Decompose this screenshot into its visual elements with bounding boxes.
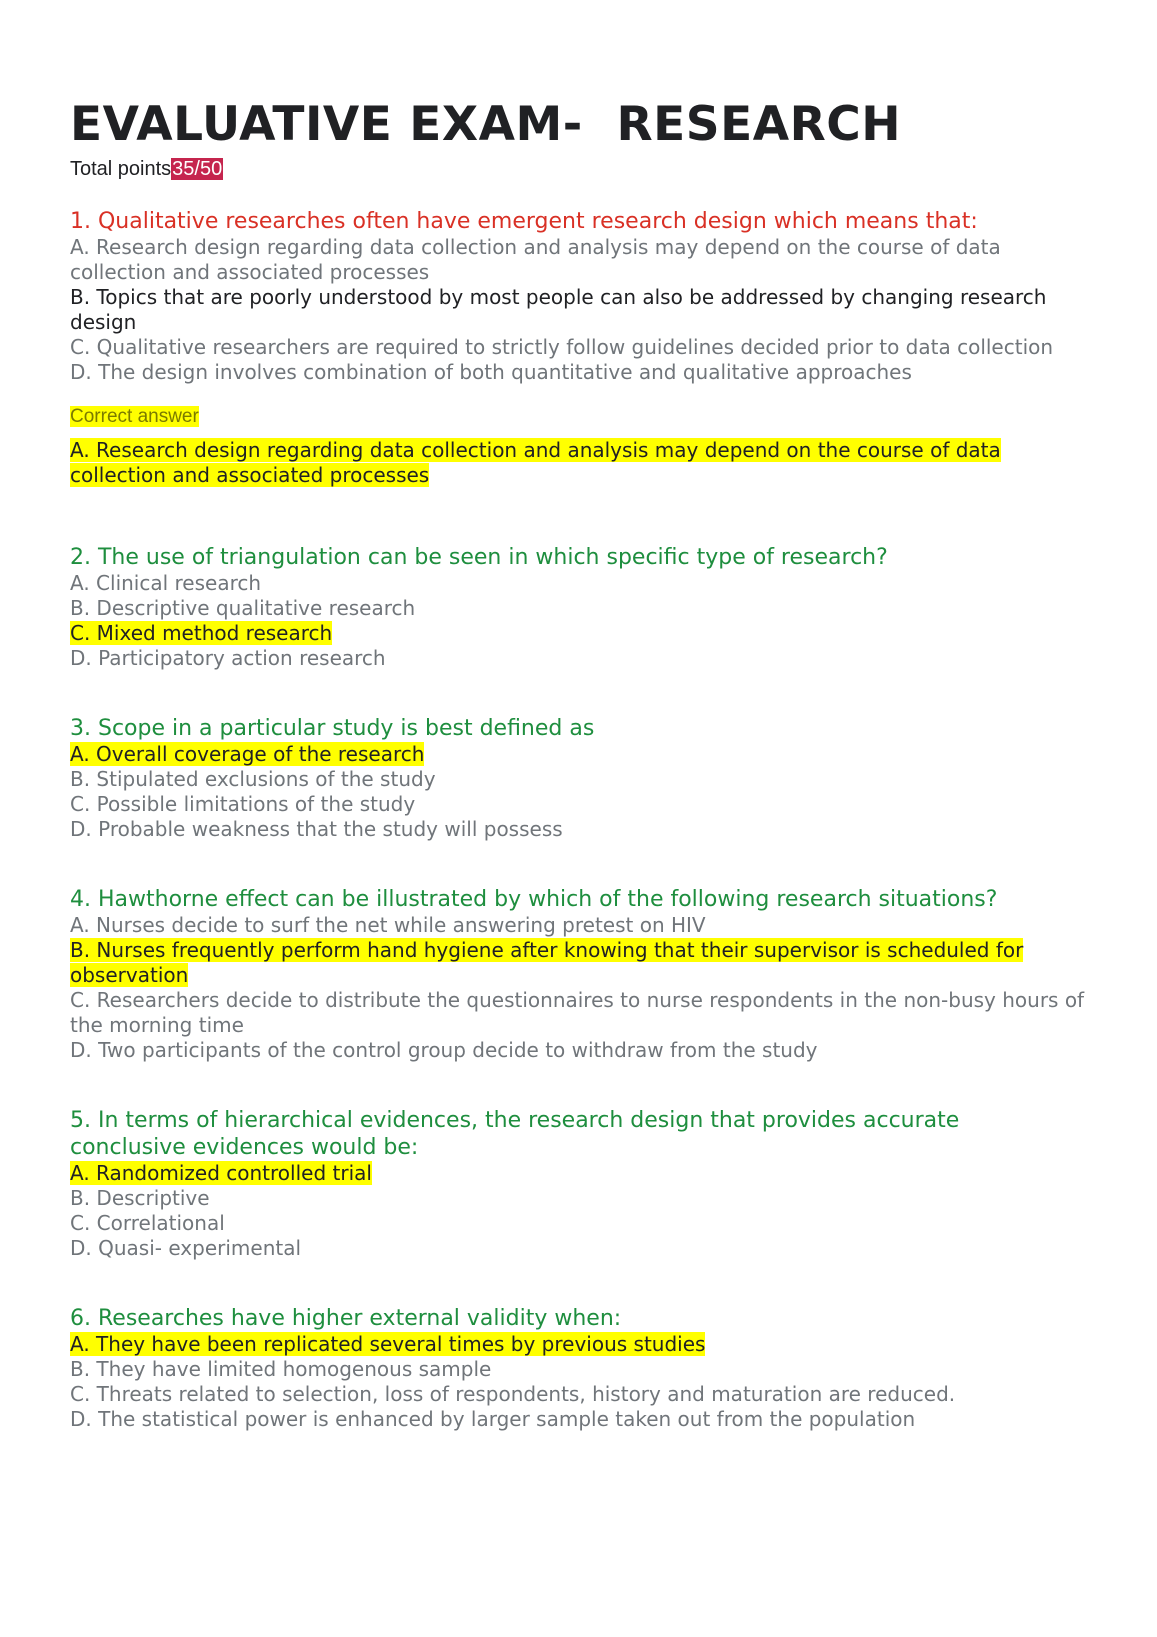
question-1-option-b: B. Topics that are poorly understood by most people can also be addressed by changing research design [70, 285, 1047, 334]
question-2-option-a: A. Clinical research [70, 571, 262, 595]
question-2-option-c-text: C. Mixed method research [70, 621, 333, 645]
question-6-text: 6. Researches have higher external validity when: [70, 1306, 622, 1331]
question-3-option-b: B. Stipulated exclusions of the study [70, 767, 436, 791]
question-3-option-c: C. Possible limitations of the study [70, 792, 416, 816]
question-5 [70, 1107, 1090, 1261]
question-2-option-d: D. Participatory action research [70, 646, 386, 670]
question-4-text: 4. Hawthorne effect can be illustrated by which of the following research situations? [70, 887, 998, 912]
exam-page [70, 96, 1090, 1432]
correct-answer-label-text: Correct answer [70, 406, 199, 427]
question-4 [70, 886, 1090, 1063]
question-6-option-d: D. The statistical power is enhanced by larger sample taken out from the population [70, 1407, 916, 1431]
question-1 [70, 208, 1090, 488]
score-badge: 35/50 [172, 158, 223, 180]
question-4-option-a: A. Nurses decide to surf the net while answering pretest on HIV [70, 913, 706, 937]
question-5-text: 5. In terms of hierarchical evidences, the research design that provides accurate conclusive evidences would be: [70, 1108, 960, 1160]
question-6-option-a [70, 1332, 1090, 1357]
question-6-option-b: B. They have limited homogenous sample [70, 1357, 492, 1381]
question-5-option-d: D. Quasi- experimental [70, 1236, 302, 1260]
page-title: EVALUATIVE EXAM- RESEARCH [70, 97, 902, 152]
question-4-option-b [70, 938, 1090, 988]
question-5-option-a-text: A. Randomized controlled trial [70, 1161, 372, 1185]
correct-answer [70, 438, 1090, 488]
question-4-option-c: C. Researchers decide to distribute the questionnaires to nurse respondents in the non-busy hours of the morning time [70, 988, 1085, 1037]
question-3-option-a-text: A. Overall coverage of the research [70, 742, 425, 766]
question-6-option-a-text: A. They have been replicated several times by previous studies [70, 1332, 706, 1356]
question-1-text: 1. Qualitative researches often have emergent research design which means that: [70, 209, 978, 234]
total-points-label: Total points [70, 158, 172, 180]
question-2-text: 2. The use of triangulation can be seen in which specific type of research? [70, 545, 888, 570]
question-2 [70, 544, 1090, 671]
question-1-option-a: A. Research design regarding data collection and analysis may depend on the course of data collection and associated processes [70, 235, 1001, 284]
total-points [70, 157, 1090, 181]
question-5-option-b: B. Descriptive [70, 1186, 210, 1210]
question-2-option-b: B. Descriptive qualitative research [70, 596, 416, 620]
question-5-option-c: C. Correlational [70, 1211, 225, 1235]
question-5-option-a [70, 1161, 1090, 1186]
question-3-option-d: D. Probable weakness that the study will possess [70, 817, 563, 841]
question-1-option-d: D. The design involves combination of both quantitative and qualitative approaches [70, 360, 912, 384]
correct-answer-text: A. Research design regarding data collection and analysis may depend on the course of data collection and associated processes [70, 438, 1001, 487]
question-4-option-d: D. Two participants of the control group decide to withdraw from the study [70, 1038, 818, 1062]
question-1-option-c: C. Qualitative researchers are required to strictly follow guidelines decided prior to data collection [70, 335, 1054, 359]
question-6 [70, 1305, 1090, 1432]
question-3 [70, 715, 1090, 842]
question-4-option-b-text: B. Nurses frequently perform hand hygiene after knowing that their supervisor is scheduled for observation [70, 938, 1024, 987]
question-2-option-c [70, 621, 1090, 646]
correct-answer-label [70, 405, 1090, 429]
question-6-option-c: C. Threats related to selection, loss of respondents, history and maturation are reduced. [70, 1382, 956, 1406]
question-3-text: 3. Scope in a particular study is best defined as [70, 716, 595, 741]
question-3-option-a [70, 742, 1090, 767]
